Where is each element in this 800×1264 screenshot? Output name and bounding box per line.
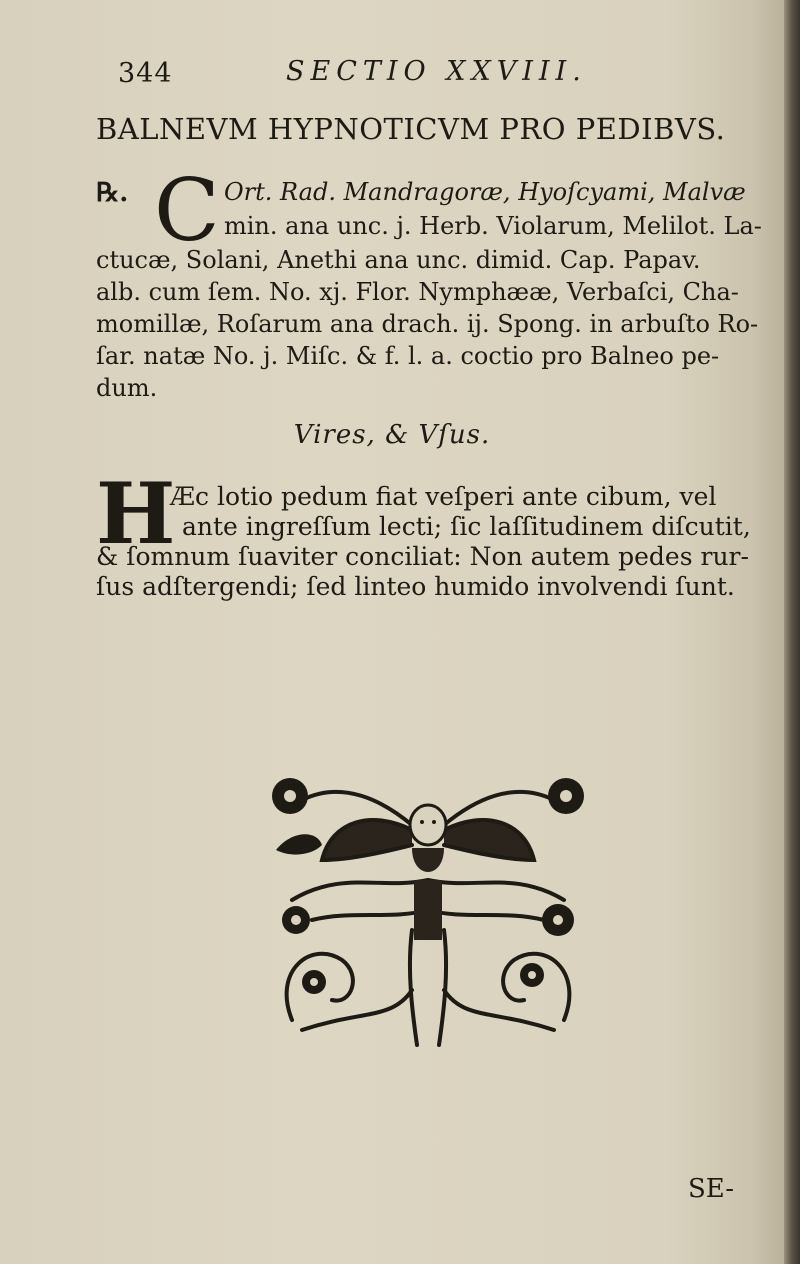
recipe-line: ctucæ, Solani, Anethi ana unc. dimid. Cap. Papav. [96, 246, 701, 274]
recipe-block [96, 161, 762, 402]
angel-woodcut-ornament-icon [262, 770, 594, 1060]
recipe-line: Ort. Rad. Mandragoræ, Hyoſcyami, Malvæ [224, 178, 746, 206]
recipe-line: ſar. natæ No. j. Miſc. & f. l. a. coctio pro Balneo pe- [96, 342, 720, 370]
use-line: Æc lotio pedum fiat veſperi ante cibum, vel [170, 482, 717, 511]
recipe-symbol: ℞. [96, 178, 129, 208]
recipe-line: alb. cum ſem. No. xj. Flor. Nymphææ, Verbaſci, Cha- [96, 278, 739, 306]
use-line: & ſomnum ſuaviter conciliat: Non autem pedes rur- [96, 542, 749, 571]
recipe-title: BALNEVM HYPNOTICVM PRO PEDIBVS. [96, 112, 726, 146]
recipe-line: min. ana unc. j. Herb. Violarum, Melilot. La- [224, 212, 762, 240]
uses-block [96, 464, 760, 614]
recipe-line: momillæ, Roſarum ana drach. ij. Spong. in arbuſto Ro- [96, 310, 759, 338]
vires-heading: Vires, & Vſus. [293, 420, 491, 450]
recipe-line: dum. [96, 374, 158, 402]
drop-cap-c: C [154, 161, 220, 261]
book-spine [784, 0, 800, 1264]
drop-cap-h: H [96, 464, 176, 563]
page-number: 344 [118, 58, 173, 89]
running-head [118, 54, 598, 94]
use-line: ſus adſtergendi; ſed linteo humido involvendi ſunt. [96, 572, 735, 601]
use-line: ante ingreſſum lecti; ſic laſſitudinem diſcutit, [182, 512, 751, 541]
catchword: SE- [688, 1174, 735, 1204]
section-title: SECTIO XXVIII. [286, 56, 587, 87]
